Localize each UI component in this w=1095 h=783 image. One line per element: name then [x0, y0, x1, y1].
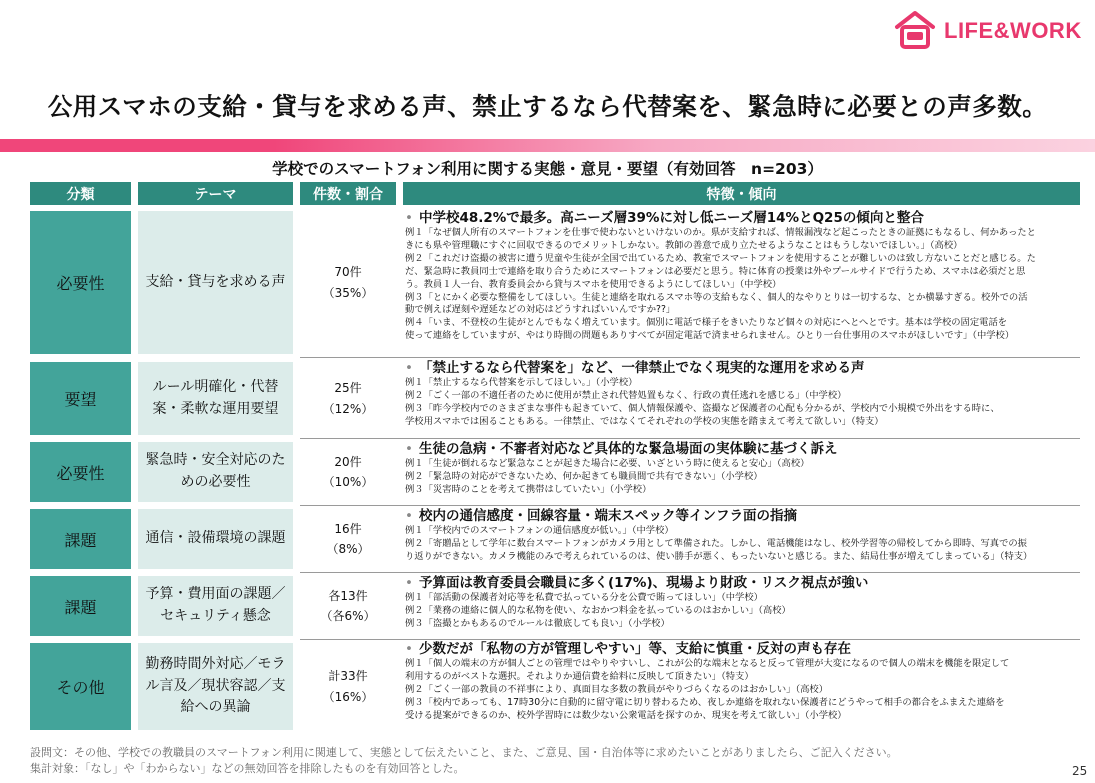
header-count: 件数・割合 [300, 182, 396, 205]
row-feature [405, 360, 1080, 429]
row-heading: • 「禁止するなら代替案を」など、一律禁止でなく現実的な運用を求める声 [405, 360, 865, 376]
example-line: う。教員１人一台、教育委員会から貸与スマホを使用できるようにしてほしい」（中学校） [405, 278, 782, 290]
row-count-cell [300, 211, 396, 354]
row-divider [300, 357, 1080, 358]
row-percent: （12%） [322, 401, 374, 416]
row-count-cell [300, 576, 396, 636]
row-percent: （10%） [322, 475, 374, 489]
row-count: 70件 [334, 265, 362, 280]
example-line: 例３「災害時のことを考えて携帯はしていたい」（小学校） [405, 483, 652, 495]
row-divider [300, 438, 1080, 439]
example-line: 学校用スマホでは困ることもある。一律禁止、ではなくてそれぞれの学校の実態を踏まえて考えて欲しい」（特支） [405, 415, 884, 427]
header-category: 分類 [30, 182, 131, 205]
example-line: り返りができない。カメラ機能のみで考えられているのは、使い勝手が悪く、もったいないと感じる。また、結局仕事が増えてしまっている」（特支） [405, 550, 1033, 562]
row-theme: 通信・設備環境の課題 [138, 509, 293, 569]
row-category: 課題 [30, 576, 131, 636]
row-heading: • 少数だが「私物の方が管理しやすい」等、支給に慎重・反対の声も存在 [405, 641, 851, 657]
example-line: だ、緊急時に教員同士で連絡を取り合うためにスマートフォンは必要だと思う。特に体育の授業は外やプールサイドで行うため、スマホは必須だと思 [405, 265, 1026, 277]
example-line: 動で例えば遅刻や遅延などの対応はどうすればいいんですか??」 [405, 304, 676, 316]
row-theme: 予算・費用面の課題／セキュリティ懸念 [138, 576, 293, 636]
row-theme: 緊急時・安全対応のための必要性 [138, 442, 293, 502]
brand-name: LIFE&WORK [944, 18, 1082, 43]
row-percent: （8%） [326, 542, 370, 556]
bullet-icon: • [405, 575, 413, 591]
row-divider [300, 505, 1080, 506]
page-number: 25 [1072, 764, 1088, 778]
example-line: 例１「学校内でのスマートフォンの通信感度が低い。」（中学校） [405, 525, 674, 536]
example-line: 例３「とにかく必要な整備をしてほしい。生徒と連絡を取れるスマホ等の支給もなく、個人的なやりとりは一切するな、とか横暴すぎる。校外での活 [405, 291, 1028, 303]
bullet-icon: • [405, 508, 413, 524]
row-divider [300, 639, 1080, 640]
example-line: 例２「緊急時の対応ができないため、何か起きても職員間で共有できない」（小学校） [405, 470, 763, 482]
row-count: 計33件 [328, 669, 368, 684]
row-feature [405, 575, 1080, 631]
row-category: 課題 [30, 509, 131, 569]
row-category: その他 [30, 643, 131, 730]
example-line: 例２「これだけ盗撮の被害に遭う児童や生徒が全国で出ているため、教室でスマートフォンを使用することが難しいのは致し方ないことだと感じる。た [405, 252, 1036, 264]
row-count: 20件 [334, 454, 362, 469]
row-feature [405, 641, 1080, 723]
pink-divider-band [0, 139, 1095, 152]
example-line: きにも県や管理職にすぐに回収できるのでメリットしかない。教師の善意で成り立たせるようなことはもうしないでほしい。」（高校） [405, 239, 963, 251]
row-count: 16件 [334, 521, 362, 536]
example-line: 例３「昨今学校内でのさまざまな事件も起きていて、個人情報保護や、盗撮など保護者の心配も分かるが、学校内で小規模で外出をする時に、 [405, 402, 1000, 414]
row-category: 要望 [30, 362, 131, 435]
example-line: 例１「部活動の保護者対応等を私費で払っている分を公費で賄ってほしい」（中学校） [405, 592, 763, 603]
example-line: 使って連絡をしていますが、やはり時間の問題もありすべてが固定電話で済ませられません。ひとり一台仕事用のスマホがほしいです」（中学校） [405, 330, 1015, 342]
row-count-cell [300, 442, 396, 502]
example-line: 例２「業務の連絡に個人的な私物を使い、なおかつ料金を払っているのはおかしい」（高校） [405, 604, 791, 616]
row-count-cell [300, 643, 396, 730]
footnote-question: 設問文：その他、学校での教職員のスマートフォン利用に関連して、実態として伝えたいこと、また、ご意見、国・自治体等に求めたいことがありましたら、ご記入ください。 [30, 746, 898, 759]
row-feature [405, 508, 1080, 564]
header-feature: 特徴・傾向 [403, 182, 1080, 205]
row-feature [405, 210, 1080, 343]
row-heading: • 校内の通信感度・回線容量・端末スペック等インフラ面の指摘 [405, 508, 797, 524]
row-count: 各13件 [328, 588, 368, 603]
row-theme: 勤務時間外対応／モラル言及／現状容認／支給への異論 [138, 643, 293, 730]
page-headline: 公用スマホの支給・貸与を求める声、禁止するなら代替案を、緊急時に必要との声多数。 [47, 92, 1048, 121]
row-heading: • 予算面は教育委員会職員に多く(17%)、現場より財政・リスク視点が強い [405, 575, 869, 591]
brand-logo [894, 8, 1084, 52]
example-line: 例３「校内であっても、17時30分に自動的に留守電に切り替わるため、夜しか連絡を取れない保護者にどうやって相手の都合をふまえた連絡を [405, 696, 1005, 708]
row-heading: • 中学校48.2%で最多。高ニーズ層39%に対し低ニーズ層14%とQ25の傾向と整合 [405, 210, 924, 226]
row-percent: （各6%） [320, 609, 376, 623]
bullet-icon: • [405, 360, 413, 376]
example-line: 例１「生徒が倒れるなど緊急なことが起きた場合に必要、いざという時に使えると安心」（高校） [405, 458, 810, 469]
header-theme: テーマ [138, 182, 293, 205]
row-theme: ルール明確化・代替案・柔軟な運用要望 [138, 362, 293, 435]
example-line: 例２「寄贈品として学年に数台スマートフォンがカメラ用として準備された。しかし、電話機能はなし、校外学習等の帰校してから即時、写真での振 [405, 537, 1027, 549]
example-line: 例４「いま、不登校の生徒がとんでもなく増えています。個別に電話で様子をきいたりなど個々の対応にへとへとです。基本は学校の固定電話を [405, 317, 1008, 329]
example-line: 例３「盗撮とかもあるのでルールは徹底しても良い」（小学校） [405, 617, 670, 629]
row-percent: （16%） [322, 689, 374, 704]
bullet-icon: • [405, 441, 413, 457]
row-theme: 支給・貸与を求める声 [138, 211, 293, 354]
example-line: 例２「ごく一部の教員の不祥事により、真面目な多数の教員がやりづらくなるのはおかしい」（高校） [405, 683, 829, 695]
house-logo-icon [894, 10, 936, 50]
example-line: 利用するのがベストな選択。それよりか通信費を給料に反映して頂きたい」（特支） [405, 670, 754, 682]
row-divider [300, 572, 1080, 573]
footnote-scope: 集計対象：「なし」や「わからない」などの無効回答を排除したものを有効回答とした。 [30, 762, 465, 775]
example-line: 例１「禁止するなら代替案を示してほしい。」（小学校） [405, 377, 638, 388]
table-title: 学校でのスマートフォン利用に関する実態・意見・要望（有効回答 n=203） [272, 160, 823, 178]
example-line: 受ける提案ができるのか、校外学習時には数少ない公衆電話を探すのか、現実を考えて欲しい」（小学校） [405, 709, 847, 721]
row-count-cell [300, 362, 396, 435]
row-category: 必要性 [30, 211, 131, 354]
example-line: 例２「ごく一部の不適任者のために使用が禁止され代替処置もなく、行政の責任逃れを感じる」（中学校） [405, 389, 847, 401]
row-heading: • 生徒の急病・不審者対応など具体的な緊急場面の実体験に基づく訴え [405, 441, 838, 457]
row-feature [405, 441, 1080, 497]
bullet-icon: • [405, 641, 413, 657]
row-count-cell [300, 509, 396, 569]
example-line: 例１「なぜ個人所有のスマートフォンを仕事で使わないといけないのか。県が支給すれば、情報漏洩など起こったときの証拠にもなるし、何かあったと [405, 227, 1036, 238]
row-count: 25件 [334, 381, 362, 396]
row-percent: （35%） [322, 285, 374, 300]
bullet-icon: • [405, 210, 413, 226]
example-line: 例１「個人の端末の方が個人ごとの管理ではやりやすいし、これが公的な端末となると反って管理が大変になるので個人の端末を機能を限定して [405, 658, 1010, 669]
row-category: 必要性 [30, 442, 131, 502]
